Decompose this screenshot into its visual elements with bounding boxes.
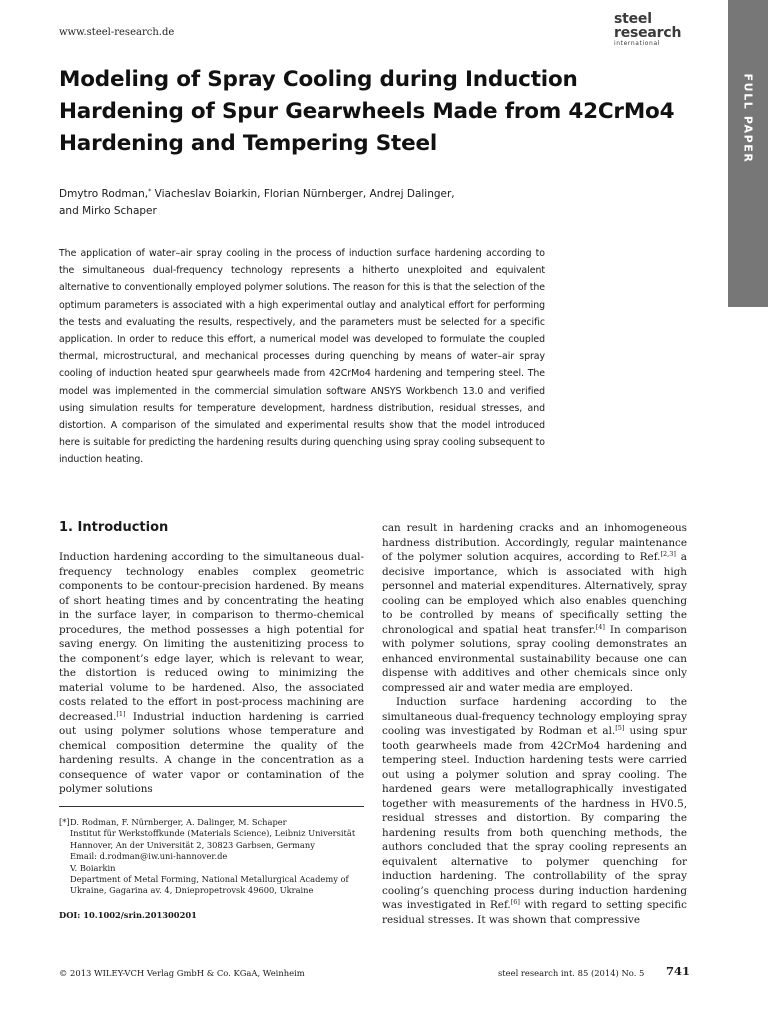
- right-column: [382, 521, 687, 927]
- sidebar-label-wrap: [728, 66, 768, 170]
- authors-line1-b: Viacheslav Boiarkin, Florian Nürnberger, Andrej Dalinger,: [151, 188, 455, 200]
- affiliation-mark: [*]: [59, 817, 70, 827]
- affiliation-line-2: Institut für Werkstoffkunde (Materials Science), Leibniz Universität: [70, 828, 356, 839]
- citation-1[interactable]: [1]: [116, 709, 126, 718]
- affiliation-names-1: D. Rodman, F. Nürnberger, A. Dalinger, M. Schaper: [70, 817, 287, 827]
- journal-url: www.steel-research.de: [59, 27, 175, 38]
- footer-journal-info: steel research int. 85 (2014) No. 5: [498, 968, 645, 978]
- section-heading-introduction: 1. Introduction: [59, 520, 169, 535]
- intro-p1-text-a: Induction hardening according to the simultaneous dual-frequency technology enables complex geometric components to be contour-precision hardened. By means of short heating times and by concentrating the heating in the surface layer, in comparison to thermo-chemical procedures, the method possesses a high potential for saving energy. On limiting the austenitizing process to the component’s edge layer, which is relevant to wear, the distortion is reduced owing to minimizing the material volume to be hardened. Also, the associated costs related to the effort in post-process machining are decreased.: [59, 551, 364, 723]
- doi-link[interactable]: DOI: 10.1002/srin.201300201: [59, 910, 197, 920]
- full-paper-sidebar: [728, 0, 768, 307]
- affiliation-line-7: Ukraine, Gagarina av. 4, Dniepropetrovsk 49600, Ukraine: [70, 885, 314, 896]
- sidebar-label: FULL PAPER: [741, 73, 755, 163]
- right-p1-text-a: can result in hardening cracks and an inhomogeneous hardness distribution. Accordingly, regular maintenance of the polymer solution acquires, according to Ref.: [382, 522, 687, 563]
- logo-line-international: international: [614, 40, 660, 47]
- footnote-divider: [59, 806, 364, 807]
- intro-paragraph-1: [59, 550, 364, 797]
- left-column: [59, 550, 364, 797]
- author-affiliations: [59, 817, 364, 897]
- citation-4[interactable]: [4]: [595, 622, 605, 631]
- citation-5[interactable]: [5]: [615, 724, 625, 732]
- affiliation-line-3: Hannover, An der Universität 2, 30823 Garbsen, Germany: [70, 839, 315, 850]
- authors-line1-a: Dmytro Rodman,: [59, 188, 149, 200]
- intro-p1-text-b: Industrial induction hardening is carried out using polymer solutions whose temperature and chemical composition determine the quality of the hardening results. A change in the concentration as a consequence of water vapor or contamination of the polymer solutions: [59, 710, 364, 795]
- citation-2-3[interactable]: [2,3]: [660, 550, 676, 558]
- logo-line-steel: steel: [614, 11, 652, 27]
- logo-line-research: research: [614, 25, 682, 41]
- author-list: [59, 186, 679, 220]
- affiliation-line-6: Department of Metal Forming, National Metallurgical Academy of: [70, 874, 349, 885]
- affiliation-email[interactable]: Email: d.rodman@iw.uni-hannover.de: [70, 851, 228, 862]
- steel-research-logo: [614, 12, 694, 47]
- corresponding-author-mark: *: [148, 187, 152, 195]
- citation-6[interactable]: [6]: [510, 898, 520, 906]
- affiliation-line-5: V. Boiarkin: [70, 862, 116, 873]
- page-number: 741: [666, 964, 691, 978]
- abstract: The application of water–air spray cooling in the process of induction surface hardening according to the simultaneous dual-frequency technology represents a hitherto unexploited and equivalent alternative to conventionally employed polymer solutions. The reason for this is that the selection of the optimum parameters is associated with a high experimental outlay and analytical effort for performing the tests and evaluating the results, respectively, and the parameters must be selected for a specific application. In order to reduce this effort, a numerical model was developed to formulate the coupled thermal, microstructural, and mechanical processes during quenching by means of water–air spray cooling of induction heated spur gearwheels made from 42CrMo4 hardening and tempering steel. The model was implemented in the commercial simulation software ANSYS Workbench 13.0 and verified using simulation results for temperature development, hardness distribution, residual stresses, and distortion. A comparison of the simulated and experimental results show that the model introduced here is suitable for predicting the hardening results during quenching using spray cooling subsequent to induction heating.: [59, 248, 545, 466]
- right-p1-text-c: In comparison with polymer solutions, spray cooling demonstrates an enhanced environmental sustainability because one can dispense with additives and other chemicals since only compressed air and water media are employed.: [382, 623, 688, 694]
- intro-paragraph-2: [382, 695, 687, 927]
- right-p2-text-b: using spur tooth gearwheels made from 42CrMo4 hardening and tempering steel. Induction hardening tests were carried out using a polymer solution and spray cooling. The hardened gears were metallographically investigated together with measurements of the hardness in HV0.5, residual stresses and distortion. By comparing the hardening results from both quenching methods, the authors concluded that the spray cooling represents an equivalent alternative to polymer quenching for induction hardening. The controllability of the spray cooling’s quenching process during induction hardening was investigated in Ref.: [382, 725, 687, 911]
- right-p2-text-c: with regard to setting specific residual stresses. It was shown that compressive: [382, 899, 687, 926]
- intro-paragraph-1-continued: [382, 521, 687, 695]
- authors-line2: and Mirko Schaper: [59, 205, 157, 217]
- affiliation-line-1: [59, 817, 364, 828]
- right-p1-text-b: a decisive importance, which is associated with high personnel and material expenditures. Alternatively, spray cooling can be employed which also enables quenching to be controlled by means of specifically setting the chronological and spatial heat transfer.: [382, 551, 687, 636]
- right-p2-text-a: Induction surface hardening according to the simultaneous dual-frequency technology employing spray cooling was investigated by Rodman et al.: [382, 696, 687, 737]
- article-title: Modeling of Spray Cooling during Induction Hardening of Spur Gearwheels Made from 42CrMo4 Hardening and Tempering Steel: [59, 67, 675, 156]
- footer-copyright: © 2013 WILEY-VCH Verlag GmbH & Co. KGaA, Weinheim: [59, 968, 305, 978]
